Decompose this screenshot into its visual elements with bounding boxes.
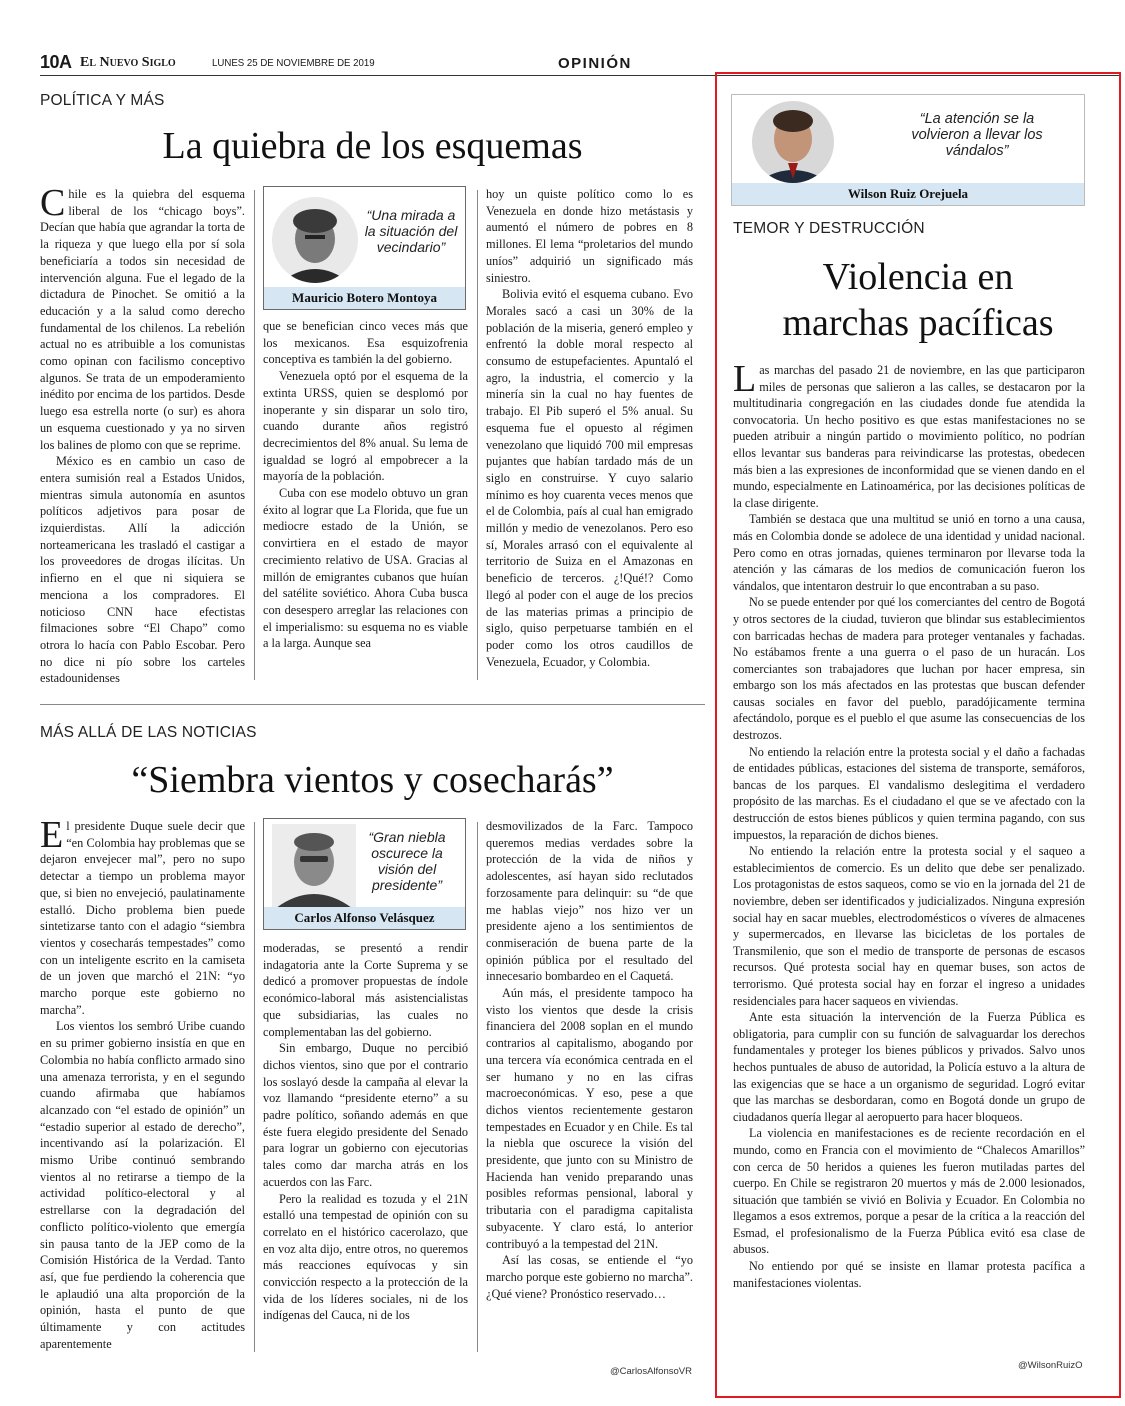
article2-col3-para: desmovilizados de la Farc. Tampoco queremos medias verdades sobre la protección de la vida de niños y adolescentes, así hayan sido reclutados forzosamente para delinquir: su “de que me hablas viejo” nos hizo ver un presidente ajeno a los sentimientos de conmiseración de buena parte de la opinión pública por el resultado del innecesario bombardeo en el Caquetá. [486,819,693,984]
newspaper-logo: El Nuevo Siglo [80,55,176,70]
article2-col1 [40,814,245,1353]
article1-pull-quote-box [263,186,466,310]
drop-cap: C [40,182,66,224]
column-rule [254,822,255,1352]
article3-para: La violencia en manifestaciones es de reciente recordación en el mundo, como en Francia con el movimiento de “Chalecos Amarillos” con cerca de 50 heridos a quienes les fueron mutiladas partes del cuerpo. En Chile se registraron 20 muertos y más de 2.000 lesionados, situación que también se vivió en Bolivia y Ecuador. En Colombia no llegamos a esos extremos, porque a pesar de la crítica a la reacción del Esmad, el profesionalismo de la Fuerza Pública evitó esa clase de abusos. [733,1126,1085,1257]
article2-headline: “Siembra vientos y cosecharás” [131,759,614,801]
article3-para: No entiendo por qué se insiste en llamar protesta pacífica a manifestaciones violentas. [733,1259,1085,1290]
drop-cap: E [40,814,64,856]
pull-quote-text: “Una mirada a la situación del vecindario” [364,207,458,255]
article1-col3 [486,186,693,670]
column-rule [254,190,255,680]
section-divider [40,704,705,705]
article2-col3 [486,818,693,1302]
article3-kicker: TEMOR Y DESTRUCCIÓN [733,220,925,237]
article3-headline [718,254,1118,346]
article2-col1-para: El presidente Duque suele decir que “en Colombia hay problemas que se dejaron envejecer mal”, pero no supo detectar a tiempo un problema mayor que, si bien no envejeció, paulatinamente estalló. Dicho problema bien puede sintetizarse tanto con el adagio “siembra vientos y cosecharás tempestades” como con un inteligente escrito en la camiseta de un joven que marchó el 21N: “yo marcho porque este gobierno no marcha”. [40,814,245,1017]
author-portrait-icon [272,824,356,908]
article1-col1-para: México es en cambio un caso de entera sumisión real a Estados Unidos, mientras simula autonomía en asuntos políticos adjetivos para posar de izquierdistas. Allí la adicción norteamericana les trasladó el castigar a los proveedores de drogas ilícitas. Un infierno en el que ni siquiera se menciona a los compradores. El noticioso CNN hace efectistas filmaciones sobre “El Chapo” como otrora lo hacía con Pablo Escobar. Pero no dice ni pío sobre los carteles estadounidenses [40,454,245,686]
article3-para: No entiendo la relación entre la protesta social y el saqueo a establecimientos de comercio. Es un delito que debe ser penalizado. Los protagonistas de estos saqueos, como se vio en la jornada del 21 de noviembre, deben ser identificados y judicializados. Ninguna expresión social hay en sacar muebles, electrodomésticos o víveres de almacenes y supermercados, en llevarse las bicicletas de los portales de Transmilenio, que son el medio de transporte de personas de escasos recursos. Qué protesta social hay en quemar buses, son actos de terrorismo. Qué protesta social hay en forzar el ingreso a unidades residenciales para hacer saqueos en viviendas. [733,844,1085,1008]
article2-col2-para: Sin embargo, Duque no percibió dichos vientos, sino que por el contrario los soslayó desde la campaña al elevar la voz llamando “presidente eterno” a su padre político, soñando además en que éste fuera elegido presidente del Senado para lograr un gobierno con ejecutorias tales como dar marcha atrás en los acuerdos con las Farc. [263,1041,468,1189]
article2-col2-para: Pero la realidad es tozuda y el 21N estalló una tempestad de opinión con su correlato en el histórico cacerolazo, que en voz alta dijo, entre otros, no queremos más reacciones equívocas y sin convicción respecto a la protección de la vida de los líderes sociales, ni de los indígenas del Cauca, ni de los [263,1191,468,1323]
author-photo [752,101,834,183]
article1-col1 [40,182,245,687]
article2-col3-para: Aún más, el presidente tampoco ha visto los vientos que desde la crisis financiera del 2008 soplan en el mundo contrarios al capitalismo, abogando por una tercera vía económica centrada en el ser humano y no en las cifras macroeconómicas. Y eso, pese a que dichos vientos recientemente gestaron tempestades en Ecuador y en Chile. Es tal la niebla que oscurece la visión del presidente, que junto con su Ministro de Hacienda han venido preparando unas posibles reformas pensional, laboral y tributaria con el paradigma capitalista subyacente. Y claro está, lo anterior contribuyó a la tempestad del 21N. [486,986,693,1251]
article2-pull-quote-box [263,818,466,930]
article1-col3-para: Bolivia evitó el esquema cubano. Evo Morales sacó a casi un 30% de la población de la miseria, generó empleo y enfrentó la doble moral respecto al consumo de estupefacientes. Apuntaló el agro, la industria, el comercio y la minería sin la cual no hay fuentes de trabajo. El Pib superó el 5% anual. Su esquema fue el opuesto al régimen venezolano que liquidó 700 mil empresas pujantes que habían tardado más de un siglo en construirse. Y cuyo salario mínimo es hoy cuarenta veces menos que el de Colombia, país al cual han emigrado millón y medio de venezolanos. Pero eso sí, Morales arrasó con el equivalente al territorio de Suiza en el Amazonas en beneficio de terceros. ¿!Qué!? Como llegó al poder con el auge de los precios de las materias primas a principio de siglo, quiso perpetuarse también en el poder como los otros caudillos de Venezuela, Ecuador, y Colombia. [486,287,693,669]
author-twitter-handle: @CarlosAlfonsoVR [610,1366,692,1377]
column-rule [477,822,478,1352]
article3-para: Las marchas del pasado 21 de noviembre, en las que participaron miles de personas que salieron a las calles, se destacaron por la multitudinaria congregación en las ciudades donde fue atendida la convocatoria. Un hecho positivo es que estas manifestaciones no se pueden atribuir a ningún partido o movimiento político, no podrían ellos levantar sus banderas para reivindicarse las protestas, obedecen más bien a las expresiones de inconformidad que se vienen dando en el mundo, especialmente en Latinoamérica, por las decisiones políticas de la clase dirigente. [733,358,1085,510]
issue-date: LUNES 25 DE NOVIEMBRE DE 2019 [212,57,375,69]
author-twitter-handle: @WilsonRuizO [1018,1360,1083,1371]
article1-col2 [263,318,468,652]
headline-line: marchas pacíficas [782,302,1054,344]
article1-col2-para: Cuba con ese modelo obtuvo un gran éxito al lograr que La Florida, que fue un mediocre estado de la Unión, se convirtiera en el estado de mayor crecimiento relativo de USA. Gracias al millón de emigrantes cubanos que huían del satélite soviético. Ahora Cuba busca con desespero arreglar las relaciones con el imperialismo: su esquema no es viable a la larga. Aunque sea [263,486,468,651]
page-number: 10A [40,52,72,72]
author-byline: Wilson Ruiz Orejuela [732,183,1084,205]
article1-kicker: POLÍTICA Y MÁS [40,92,165,109]
author-byline: Mauricio Botero Montoya [264,287,465,309]
article3-para: No se puede entender por qué los comerciantes del centro de Bogotá y otros sectores de la ciudad, tuvieron que blindar sus establecimientos con barricadas hechas de madera para proteger ventanales y fachadas. No estábamos frente a una guerra o el paso de un huracán. Los comerciantes son trabajadores que luchan por hacer empresa, sin embargo son los más afectados en las protestas que buscan defender causas sociales en favor del pueblo, paradójicamente termina afectándolo, porque es el pueblo el que asume las consecuencias de los destrozos. [733,595,1085,743]
article1-col3-para: hoy un quiste político como lo es Venezuela en donde hizo metástasis y aumentó el número de pobres en 8 millones. El lema “proletarios del mundo uníos” adquirió un significado más siniestro. [486,187,693,285]
article2-col2-para: moderadas, se presentó a rendir indagatoria ante la Corte Suprema y se dedicó a promover propuestas de índole económico-laboral más asistencialistas que subsidiarias, las cuales no complementaban las del gobierno. [263,941,468,1039]
author-portrait-icon [272,197,358,283]
article3-body [733,358,1085,1291]
article3-pull-quote-box [731,94,1085,206]
article1-col1-para: Chile es la quiebra del esquema liberal de los “chicago boys”. Decían que había que agrandar la torta de la riqueza y que luego ella por sí sola beneficiaría a todos sin necesidad de intervención alguna. Fue el legado de la dictadura de Pinochet. Se omitió a la educación y a la salud como derecho fundamental de los chilenos. La rebelión actual no es atribuible a los comunistas como opinan con facilismo conceptivo algunos. Se trata de un empoderamiento inédito por encima de los partidos. Desde luego esa estrella norte (o sur) es ahora un esquema cuestionado y ya no sirven los balines de plomo con que se reprime. [40,182,245,452]
article2-kicker: MÁS ALLÁ DE LAS NOTICIAS [40,724,257,741]
article3-para: También se destaca que una multitud se unió en torno a una causa, más en Colombia donde se adolece de una identidad y unidad nacional. Pero como en otras jornadas, quienes terminaron por llevarse toda la atención y las cámaras de los medios de comunicación fueron los vándalos, que intentaron destruir lo que encontraban a su paso. [733,512,1085,593]
article1-headline: La quiebra de los esquemas [162,125,583,167]
article3-para: No entiendo la relación entre la protesta social y el daño a fachadas de entidades públicas, estaciones del sistema de transporte, semáforos, bancas de los parques. El vandalismo deslegitima el verdadero propósito de las marchas. Es el ciudadano el que se ve afectado con la destrucción de estos bienes públicos y quien termina pagando, con sus impuestos, la reparación de dichos bienes. [733,744,1085,842]
article2-col1-para: Los vientos los sembró Uribe cuando en su primer gobierno insistía en que en Colombia no había conflicto armado sino una amenaza terrorista, y en el segundo cuando afirmaba que habíamos alcanzado con “el estado de opinión” un “estadio superior al estado de derecho”, incentivando así la polarización. El mismo Uribe continuó sembrando vientos al no retirarse a tiempo de la actividad político-electoral y al estrellarse con la degradación del conflicto político-violento que emergía sin pausa tanto de la JEP como de la Comisión Histórica de la Verdad. Tanto así, que fue perdiendo la coherencia que le aplaudió una alta proporción de la opinión, hasta el punto de que últimamente y con actitudes aparentemente [40,1019,245,1351]
article3-para: Ante esta situación la intervención de la Fuerza Pública es obligatoria, para cumplir con su función de salvaguardar los derechos fundamentales y proteger los bienes públicos y privados. Salvo unos hechos puntuales de abuso de autoridad, la Policía estuvo a la altura de las exigencias que se hace a un organismo de seguridad. Logró evitar que las marchas se desbordaran, como en Bogotá donde un grupo de ciudadanos quería llegar al aeropuerto para hacer bloqueos. [733,1010,1085,1124]
headline-line: Violencia en [822,256,1014,298]
pull-quote-text: “Gran niebla oscurece la visión del presidente” [368,829,446,893]
drop-cap: L [733,358,757,400]
author-photo [272,197,358,283]
author-photo [272,824,356,908]
author-byline: Carlos Alfonso Velásquez [264,907,465,929]
article2-col2 [263,940,468,1324]
column-rule [477,190,478,680]
article1-col2-para: Venezuela optó por el esquema de la extinta URSS, quien se desplomó por inoperante y sin disparar un solo tiro, cuando durante años registró decrecimientos del 8% anual. Su lema de igualdad se logró al empobrecer a la mayoría de la población. [263,369,468,484]
article2-col3-para: Así las cosas, se entiende el “yo marcho porque este gobierno no marcha”. ¿Qué viene? Pronóstico reservado… [486,1253,693,1301]
pull-quote-text: “La atención se la volvieron a llevar los vándalos” [911,111,1043,159]
section-title: OPINIÓN [558,55,632,72]
author-portrait-icon [752,101,834,183]
article1-col2-para: que se benefician cinco veces más que los mexicanos. Esa esquizofrenia conceptiva es también la del gobierno. [263,319,468,367]
